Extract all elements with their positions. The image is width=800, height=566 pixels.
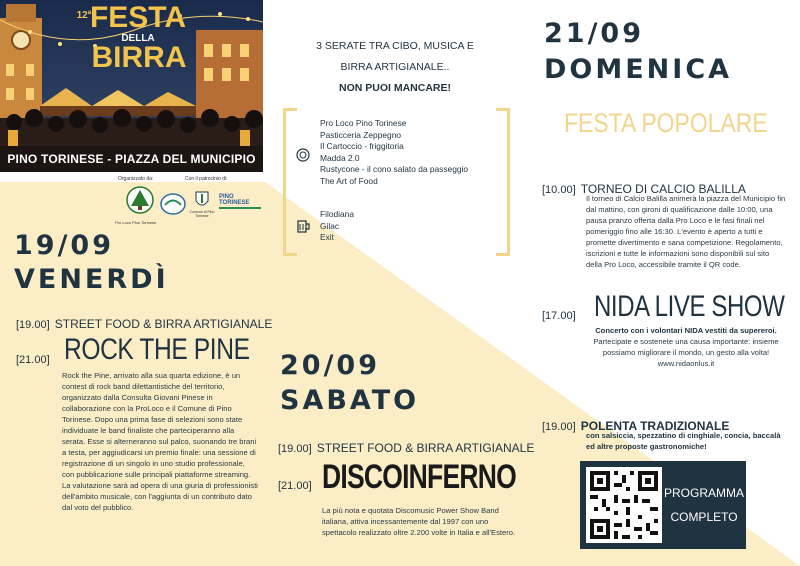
food-partner: Madda 2.0 [320, 152, 360, 163]
sunday-event-1-description: Il torneo di Calcio Balilla animerà la piazza del Municipio fin dal mattino, con gironi di qualificazione dalle 10:00, una pausa pranzo offerta dalla Pro Loco e le fasi finali nel pomeriggio fino alle 16:30. L'evento è aperto a tutti e promette divertimento e sana competizione. Regolamento, iscrizioni e tutte le informazioni sono disponibili sul sito della Pro Loco, accessibile tramite il QR code. [586, 194, 786, 269]
intro-line-2: BIRRA ARTIGIANALE.. [340, 61, 450, 73]
food-partner: Pro Loco Pino Torinese [320, 118, 407, 128]
food-partner: Il Cartoccio - friggitoria [320, 141, 404, 151]
sunday-weekday: DOMENICA [544, 54, 733, 85]
event-title: STREET FOOD & BIRRA ARTIGIANALE [54, 317, 273, 331]
food-partner: Rustycone - il cono salato da passeggio [320, 164, 469, 174]
intro-line-1: 3 SERATE TRA CIBO, MUSICA E [316, 40, 474, 52]
sunday-event-2-description: Partecipate e sostenete una causa importante: insieme possiamo migliorare il mondo, un gesto alla volta! [593, 337, 779, 357]
food-plate-icon [296, 148, 310, 162]
sunday-event-2-link[interactable]: www.nidaonlus.it [657, 359, 715, 368]
organized-by-label: Organizzato da: [118, 176, 154, 182]
poster-title-birra: BIRRA [91, 41, 187, 74]
poster-edition: 12ª [76, 10, 92, 21]
event-time: [19.00] [16, 319, 50, 331]
food-partner: Pasticceria Zeppegno [320, 129, 402, 140]
poster-location: PINO TORINESE - PIAZZA DEL MUNICIPIO [7, 152, 256, 166]
comune-crest-logo [194, 190, 210, 210]
sunday-event-3-description: con salsiccia, spezzatino di cinghiale, concia, baccalà ed altre proposte gastronomiche! [586, 431, 781, 451]
intro-text [300, 36, 490, 99]
food-partners-list [320, 118, 500, 187]
drink-partner: Gilac [320, 220, 340, 231]
saturday-event-1 [278, 437, 534, 456]
pino-torinese-logo: PINO TORINESE [219, 194, 261, 209]
proloco-logo-text: Pro Loco Pino Torinese [115, 220, 157, 225]
consulta-giovani-logo [159, 192, 187, 216]
patronage-label: Con il patrocinio di: [185, 176, 228, 182]
friday-event-1 [16, 313, 272, 332]
friday-event-2-title: ROCK THE PINE [64, 333, 250, 366]
event-time: [10.00] [542, 184, 576, 196]
sunday-event-2-time: [17.00] [542, 310, 576, 322]
saturday-event-2-time: [21.00] [278, 480, 312, 492]
food-partner: The Art of Food [320, 175, 378, 186]
friday-weekday: VENERDÌ [14, 264, 169, 295]
qr-label-line-1: PROGRAMMA [664, 486, 745, 500]
friday-event-2-time: [21.00] [16, 354, 50, 366]
poster-title-della: DELLA [121, 33, 155, 44]
friday-event-2-description: Rock the Pine, arrivato alla sua quarta edizione, è un contest di rock band dilettantistiche del territorio, organizzato dalla Consulta Giovani Pinese in collaborazione con la ProLoco e il Comune di Pino Torinese. Dopo una prima fase di selezioni sono state individuate le band finaliste che parteciperanno alla serata. Esse si alterneranno sul palco, suonando tre brani a testa, per aggiudicarsi un premio finale: una sessione di registrazione di un singolo in uno studio professionale, con pubblicazione sulle principali piattaforme streaming. La valutazione sarà ad opera di una giuria di professionisti dell'ambito musicale, con l'aggiunta di un contributo dato dal voto del pubblico. [62, 371, 258, 512]
event-title: TORNEO DI CALCIO BALILLA [580, 182, 746, 196]
event-time: [19.00] [278, 443, 312, 455]
qr-label [664, 481, 744, 529]
qr-label-line-2: COMPLETO [670, 510, 738, 524]
festival-poster [0, 0, 263, 172]
intro-line-3: NON PUOI MANCARE! [339, 82, 451, 94]
qr-code-panel[interactable] [580, 461, 746, 549]
proloco-logo [122, 186, 158, 220]
sunday-date: 21/09 [544, 18, 645, 49]
sunday-subtitle: FESTA POPOLARE [564, 108, 768, 138]
sunday-event-2-bold: Concerto con i volontari NIDA vestiti da supereroi. [595, 326, 777, 335]
drink-partner: Filodiana [320, 209, 354, 219]
poster-title-festa: FESTA [89, 1, 187, 34]
event-title: POLENTA TRADIZIONALE [580, 419, 730, 433]
drink-partners-list [320, 209, 440, 244]
saturday-event-2-description: La più nota e quotata Discomusic Power Show Band italiana, attiva incessantemente dal 1997 con uno spettacolo realizzato oltre 2.200 volte in Italia e all'Estero. [322, 506, 516, 537]
event-title: STREET FOOD & BIRRA ARTIGIANALE [316, 441, 535, 455]
drink-partner: Exit [320, 232, 334, 242]
saturday-event-2-title: DISCOINFERNO [322, 458, 516, 496]
qr-code[interactable] [586, 467, 662, 543]
beer-mug-icon [296, 218, 310, 234]
sunday-event-2-title: NIDA LIVE SHOW [594, 290, 785, 323]
sunday-event-2-details [586, 325, 786, 369]
saturday-date: 20/09 [280, 350, 381, 381]
comune-logo-text: Comune di Pino Torinese [189, 210, 215, 218]
event-time: [19.00] [542, 421, 576, 433]
friday-date: 19/09 [14, 230, 115, 261]
partners-bracket-left [283, 108, 297, 256]
saturday-weekday: SABATO [280, 385, 420, 416]
